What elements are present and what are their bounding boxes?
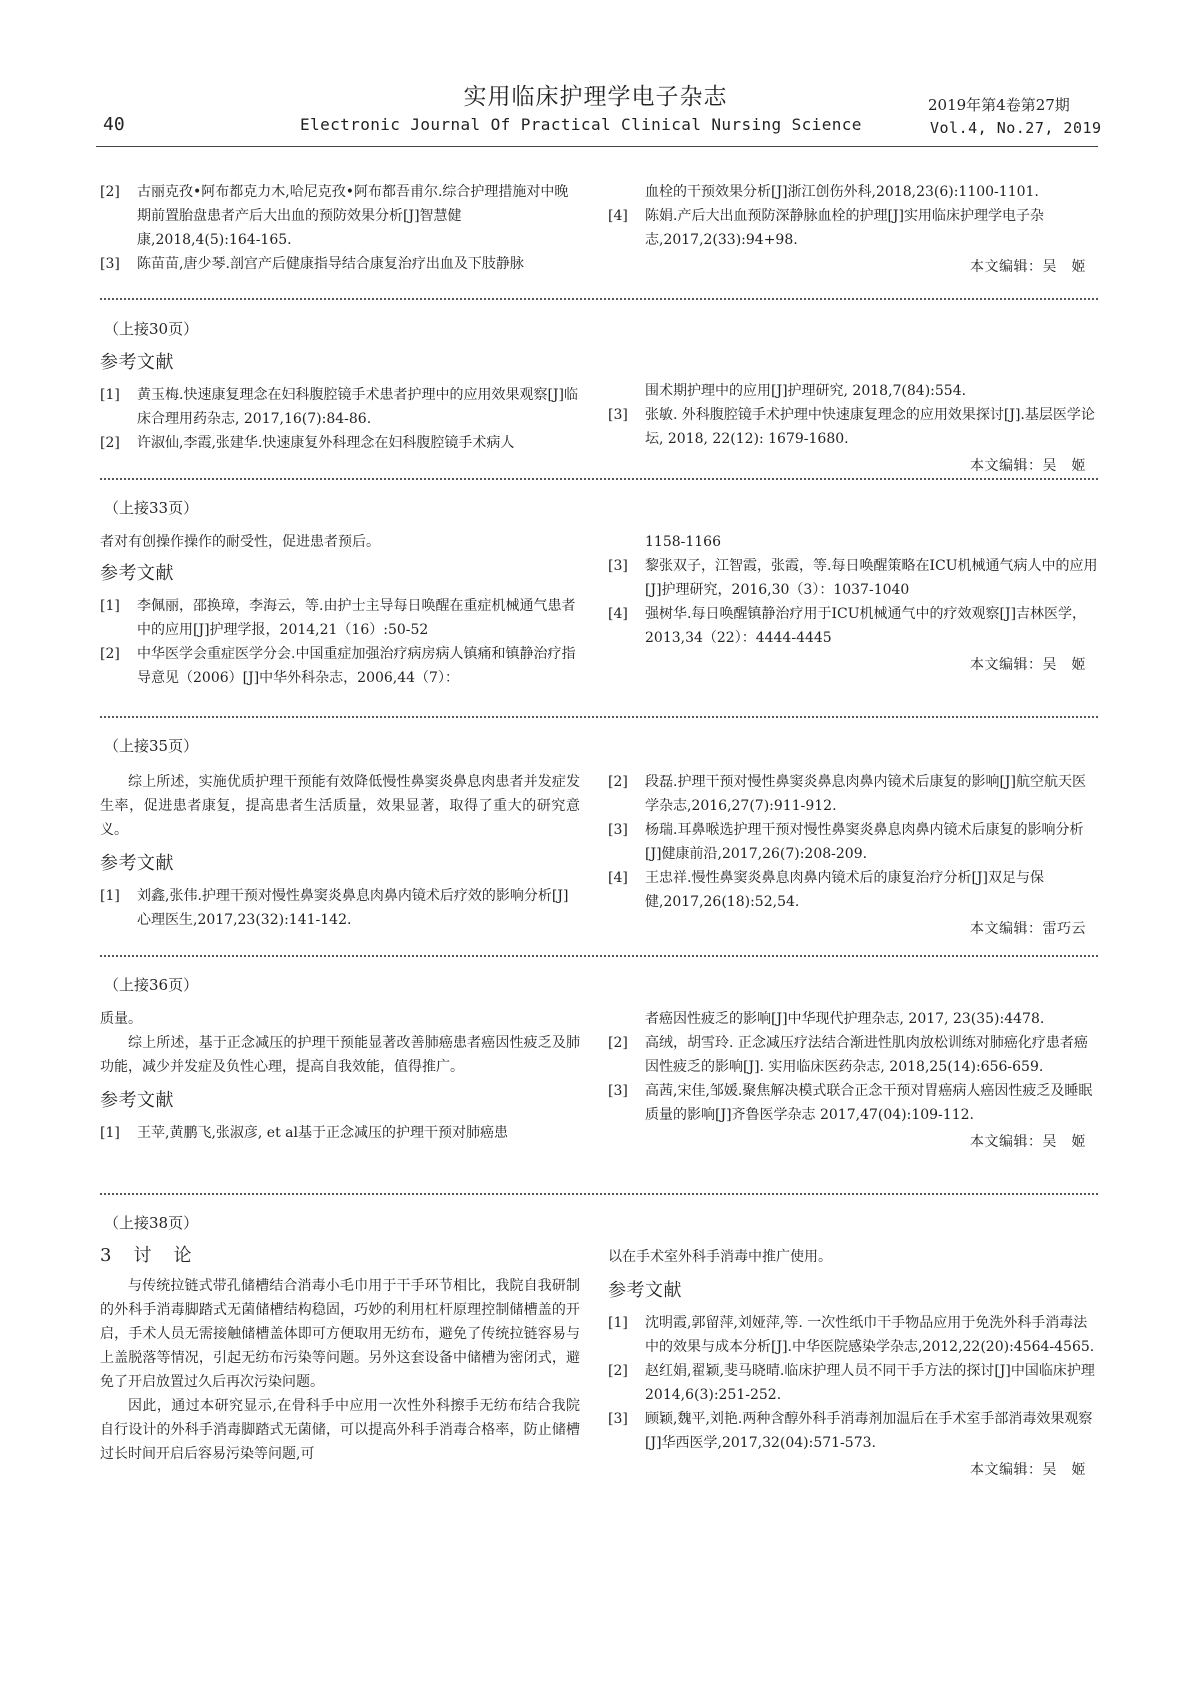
continued-from-label: （上接35页） [104, 737, 199, 755]
section-2-left-column [100, 526, 580, 690]
editor-credit: 本文编辑：吴 姬 [970, 1462, 1086, 1478]
reference-item [608, 866, 1098, 914]
references-heading: 参考文献 [100, 563, 174, 584]
section-divider [100, 478, 1098, 480]
reference-text: 杨瑞.耳鼻喉选护理干预对慢性鼻窦炎鼻息肉鼻内镜术后康复的影响分析[J]健康前沿,2017,26(7):208-209. [645, 822, 1084, 862]
reference-item [608, 403, 1098, 451]
reference-item [608, 1359, 1098, 1407]
reference-text: 古丽克孜•阿布都克力木,哈尼克孜•阿布都吾甫尔.综合护理措施对中晚期前置胎盘患者产后大出血的预防效果分析[J]智慧健康,2018,4(5):164-165. [137, 184, 569, 248]
body-paragraph: 与传统拉链式带孔储槽结合消毒小毛巾用于干手环节相比，我院自我研制的外科手消毒脚踏式无菌储槽结构稳固，巧妙的利用杠杆原理控制储槽盖的开启，手术人员无需接触储槽盖体即可方便取用无纺布，避免了传统拉链容易与上盖脱落等情况，引起无纺布污染等问题。另外这套设备中储槽为密闭式，避免了开启放置过久后再次污染问题。 [100, 1278, 580, 1390]
section-heading-discussion: 3 讨 论 [100, 1245, 194, 1266]
reference-number: [3] [608, 407, 628, 423]
body-paragraph: 综上所述，实施优质护理干预能有效降低慢性鼻窦炎鼻息肉患者并发症发生率，促进患者康复，提高患者生活质量，效果显著，取得了重大的研究意义。 [100, 774, 580, 838]
reference-text: 赵红娟,翟颖,斐马晓晴.临床护理人员不同干手方法的探讨[J]中国临床护理 2014,6(3):251-252. [645, 1363, 1095, 1403]
reference-text: 1158-1166 [645, 534, 721, 550]
references-heading: 参考文献 [100, 1090, 174, 1111]
reference-text: 王忠祥.慢性鼻窦炎鼻息肉鼻内镜术后的康复治疗分析[J]双足与保健,2017,26(18):52,54. [645, 870, 1044, 910]
reference-number: [3] [608, 558, 628, 574]
reference-text: 王苹,黄鹏飞,张淑彦, et al基于正念减压的护理干预对肺癌患 [137, 1125, 508, 1141]
continued-from-label: （上接38页） [104, 1214, 199, 1232]
reference-text: 陈娟.产后大出血预防深静脉血栓的护理[J]实用临床护理学电子杂志,2017,2(33):94+98. [645, 208, 1044, 248]
references-heading: 参考文献 [100, 352, 174, 373]
editor-credit: 本文编辑：吴 姬 [970, 458, 1086, 474]
body-paragraph: 因此，通过本研究显示,在骨科手中应用一次性外科擦手无纺布结合我院自行设计的外科手消毒脚踏式无菌储，可以提高外科手消毒合格率，防止储槽过长时间开启后容易污染等问题,可 [100, 1398, 580, 1462]
reference-text: 强树华.每日唤醒镇静治疗用于ICU机械通气中的疗效观察[J]吉林医学，2013,34（22）：4444-4445 [645, 606, 1087, 646]
editor-credit: 本文编辑：吴 姬 [970, 657, 1086, 673]
volume-info-en: Vol.4, No.27, 2019 [930, 119, 1102, 137]
editor-credit: 本文编辑：吴 姬 [970, 259, 1086, 275]
issue-info-cn: 2019年第4卷第27期 [928, 96, 1070, 114]
section-divider [100, 955, 1098, 957]
references-heading: 参考文献 [100, 853, 174, 874]
section-divider [100, 298, 1098, 300]
reference-text: 者癌因性疲乏的影响[J]中华现代护理杂志, 2017, 23(35):4478. [645, 1011, 1045, 1027]
reference-item [100, 884, 580, 932]
section-2 [100, 497, 1098, 686]
reference-item [100, 1121, 580, 1145]
body-text: 以在手术室外科手消毒中推广使用。 [608, 1249, 832, 1265]
reference-item [608, 554, 1098, 602]
editor-credit: 本文编辑：吴 姬 [970, 1134, 1086, 1150]
section-1-right-column [608, 379, 1098, 478]
reference-number: [2] [100, 184, 120, 200]
reference-text: 黄玉梅.快速康复理念在妇科腹腔镜手术患者护理中的应用效果观察[J]临床合理用药杂志, 2017,16(7):84-86. [137, 387, 578, 427]
section-4 [100, 974, 1098, 1150]
journal-title-en: Electronic Journal Of Practical Clinical Nursing Science [300, 115, 862, 134]
reference-item [608, 818, 1098, 866]
reference-text: 中华医学会重症医学分会.中国重症加强治疗病房病人镇痛和镇静治疗指导意见（2006）[J]中华外科杂志，2006,44（7）： [137, 646, 576, 686]
reference-text: 沈明霞,郭留萍,刘娅萍,等. 一次性纸巾干手物品应用于免洗外科手消毒法中的效果与成本分析[J].中华医院感染学杂志,2012,22(20):4564-4565. [645, 1315, 1095, 1355]
reference-item [608, 602, 1098, 650]
section-3-right-column [608, 770, 1098, 941]
reference-item [100, 594, 580, 642]
reference-item [608, 770, 1098, 818]
section-1-left-column [100, 347, 580, 455]
body-paragraph: 综上所述，基于正念减压的护理干预能显著改善肺癌患者癌因性疲乏及肺功能，减少并发症及负性心理，提高自我效能，值得推广。 [100, 1035, 580, 1075]
reference-item [608, 1407, 1098, 1455]
reference-number: [2] [100, 646, 120, 662]
reference-number: [2] [608, 1363, 628, 1379]
reference-text: 黎张双子，江智霞，张霞，等.每日唤醒策略在ICU机械通气病人中的应用[J]护理研究，2016,30（3）：1037-1040 [645, 558, 1098, 598]
reference-text: 顾颖,魏平,刘艳.两种含醇外科手消毒剂加温后在手术室手部消毒效果观察[J]华西医学,2017,32(04):571-573. [645, 1411, 1093, 1451]
section-0-right-column [608, 180, 1098, 279]
reference-text: 高绒，胡雪玲. 正念减压疗法结合渐进性肌肉放松训练对肺癌化疗患者癌因性疲乏的影响[J]. 实用临床医药杂志, 2018,25(14):656-659. [645, 1035, 1088, 1075]
section-5 [100, 1212, 1098, 1478]
section-divider [100, 1193, 1098, 1195]
reference-number: [3] [608, 1411, 628, 1427]
reference-text: 许淑仙,李霞,张建华.快速康复外科理念在妇科腹腔镜手术病人 [137, 435, 515, 451]
section-divider [100, 716, 1098, 718]
reference-continuation [608, 180, 1098, 204]
reference-item [100, 431, 580, 455]
body-text: 质量。 [100, 1011, 142, 1027]
body-text: 者对有创操作操作的耐受性，促进患者预后。 [100, 534, 380, 550]
reference-number: [3] [100, 256, 120, 272]
continued-from-label: （上接30页） [104, 320, 199, 338]
reference-number: [1] [100, 598, 120, 614]
continued-from-label: （上接33页） [104, 499, 199, 517]
section-2-right-column [608, 530, 1098, 677]
reference-number: [1] [608, 1315, 628, 1331]
reference-item [100, 642, 580, 690]
reference-item [608, 1311, 1098, 1359]
continued-from-label: （上接36页） [104, 976, 199, 994]
reference-text: 血栓的干预效果分析[J]浙江创伤外科,2018,23(6):1100-1101. [645, 184, 1039, 200]
reference-text: 陈苗苗,唐少琴.剖宫产后健康指导结合康复治疗出血及下肢静脉 [137, 256, 524, 272]
section-4-right-column [608, 1007, 1098, 1154]
reference-continuation [608, 530, 1098, 554]
page-number: 40 [103, 114, 125, 135]
reference-number: [2] [100, 435, 120, 451]
reference-text: 围术期护理中的应用[J]护理研究, 2018,7(84):554. [645, 383, 967, 399]
section-1 [100, 318, 1098, 474]
reference-item [608, 204, 1098, 252]
reference-item [100, 180, 580, 252]
reference-text: 李佩丽，邵换璋，李海云，等.由护士主导每日唤醒在重症机械通气患者中的应用[J]护理学报，2014,21（16）:50-52 [137, 598, 576, 638]
header-rule [96, 146, 1098, 147]
reference-number: [4] [608, 870, 628, 886]
references-heading: 参考文献 [608, 1280, 682, 1301]
reference-text: 段磊.护理干预对慢性鼻窦炎鼻息肉鼻内镜术后康复的影响[J]航空航天医学杂志,2016,27(7):911-912. [645, 774, 1086, 814]
reference-number: [3] [608, 1083, 628, 1099]
reference-item [100, 383, 580, 431]
reference-number: [1] [100, 888, 120, 904]
reference-item [608, 1031, 1098, 1079]
reference-number: [2] [608, 1035, 628, 1051]
editor-credit: 本文编辑：雷巧云 [970, 921, 1086, 937]
section-3-left-column [100, 770, 580, 932]
reference-continuation [608, 1007, 1098, 1031]
reference-number: [2] [608, 774, 628, 790]
section-5-left-column [100, 1241, 580, 1466]
reference-text: 高茜,宋佳,邹媛.聚焦解决模式联合正念干预对胃癌病人癌因性疲乏及睡眠质量的影响[J]齐鲁医学杂志 2017,47(04):109-112. [645, 1083, 1093, 1123]
reference-text: 张敏. 外科腹腔镜手术护理中快速康复理念的应用效果探讨[J].基层医学论坛, 2018, 22(12): 1679-1680. [645, 407, 1095, 447]
section-4-left-column [100, 1007, 580, 1145]
section-3 [100, 735, 1098, 937]
reference-number: [1] [100, 387, 120, 403]
reference-number: [1] [100, 1125, 120, 1141]
reference-text: 刘鑫,张伟.护理干预对慢性鼻窦炎鼻息肉鼻内镜术后疗效的影响分析[J]心理医生,2017,23(32):141-142. [137, 888, 569, 928]
reference-item [100, 252, 580, 276]
section-5-right-column [608, 1245, 1098, 1482]
section-0-left-column [100, 180, 580, 276]
reference-continuation [608, 379, 1098, 403]
reference-item [608, 1079, 1098, 1127]
reference-number: [3] [608, 822, 628, 838]
reference-number: [4] [608, 208, 628, 224]
journal-title-cn: 实用临床护理学电子杂志 [463, 84, 728, 110]
reference-number: [4] [608, 606, 628, 622]
